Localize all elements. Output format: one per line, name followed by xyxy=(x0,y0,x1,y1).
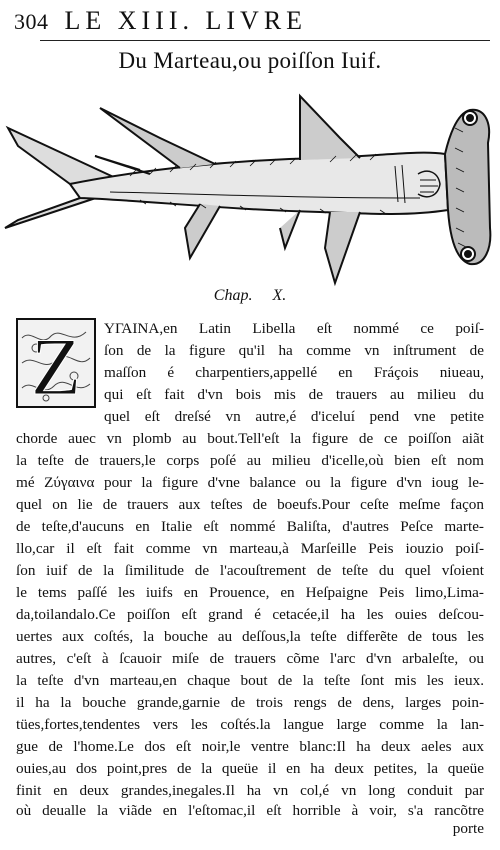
ornamental-initial-z xyxy=(16,318,96,408)
text-line: gue de l'home.Le dos eſt noir,le ventre blanc:Il ha deux aeles aux xyxy=(16,738,484,755)
text-line: ſon iuif de la ſimilitude de l'acouſtrement de teſte du quel vſoient xyxy=(16,562,484,579)
text-line: maſſon é charpentiers,appellé en Fráçois niueau, xyxy=(104,364,484,381)
text-line: da,toilandalo.Ce poiſſon eſt grand é cetacée,il ha les ouies deſcou- xyxy=(16,606,484,623)
text-line: tües,fortes,tendentes vers les coſtés.la langue large comme la lan- xyxy=(16,716,484,733)
text-line: mé Ζύγαινα pour la figure d'vne balance ou la figure d'vn ioug le- xyxy=(16,474,484,491)
text-line: qui eſt fait d'vn bois mis de trauers au milieu du xyxy=(104,386,484,403)
text-line: il ha la bouche grande,garnie de trois rengs de dens, larges poin- xyxy=(16,694,484,711)
text-line: le tems paſſé les iuifs en Prouence, en Heſpaigne Peis limo,Lima- xyxy=(16,584,484,601)
text-line: ΥΓΑΙΝΑ,en Latin Libella eſt nommé ce poiſ- xyxy=(104,320,484,337)
running-head xyxy=(14,6,486,36)
text-line: la teſte de trauers,le corps poſé au milieu d'icelle,où bien eſt nom xyxy=(16,452,484,469)
text-line: chorde auec vn plomb au bout.Tell'eſt la figure de ce poiſſon aiãt xyxy=(16,430,484,447)
hammerhead-shark-illustration xyxy=(0,88,500,288)
text-line: de teſte,d'aucuns en Italie eſt nommé Baliſta, d'autres Peſce marte- xyxy=(16,518,484,535)
drop-cap-letter: Z xyxy=(30,321,82,408)
text-line: autres, c'eſt à ſcauoir miſe de trauers cõme l'arc d'vn arbaleſte, ou xyxy=(16,650,484,667)
text-line: où deualle la viãde en l'eſtomac,il eſt horrible à voir, s'a rancõtre xyxy=(16,802,484,819)
text-line: uertes aux coſtés, la bouche au deſſous,la teſte differẽte de tous les xyxy=(16,628,484,645)
text-line: quel eſt dreſsé vn autre,é d'iceluí pend vne petite xyxy=(104,408,484,425)
book-title: LE XIII. LIVRE xyxy=(64,6,308,35)
catchword: porte xyxy=(452,820,484,837)
text-line: llo,car il eſt fait comme vn marteau,à Marſeille Peis iouzio poiſ- xyxy=(16,540,484,557)
chapter-title: Du Marteau,ou poiſſon Iuif. xyxy=(118,48,382,73)
text-line: quel on lie de trauers aux teſtes de boeufs.Pour ceſte meſme façon xyxy=(16,496,484,513)
chapter-label: Chap. X. xyxy=(213,287,287,304)
text-line: ouies,au dos point,pres de la queüe il en ha deux petites, la queüe xyxy=(16,760,484,777)
text-line: ſon de la figure qu'il ha comme vn inſtrument de xyxy=(104,342,484,359)
header-rule xyxy=(40,40,490,41)
text-line: la teſte d'vn marteau,en chaque bout de la teſte ſont mis les ieux. xyxy=(16,672,484,689)
page-number: 304 xyxy=(14,9,49,34)
text-line: finit en deux grandes,inegales.Il ha vn col,é vn long conduit par xyxy=(16,782,484,799)
